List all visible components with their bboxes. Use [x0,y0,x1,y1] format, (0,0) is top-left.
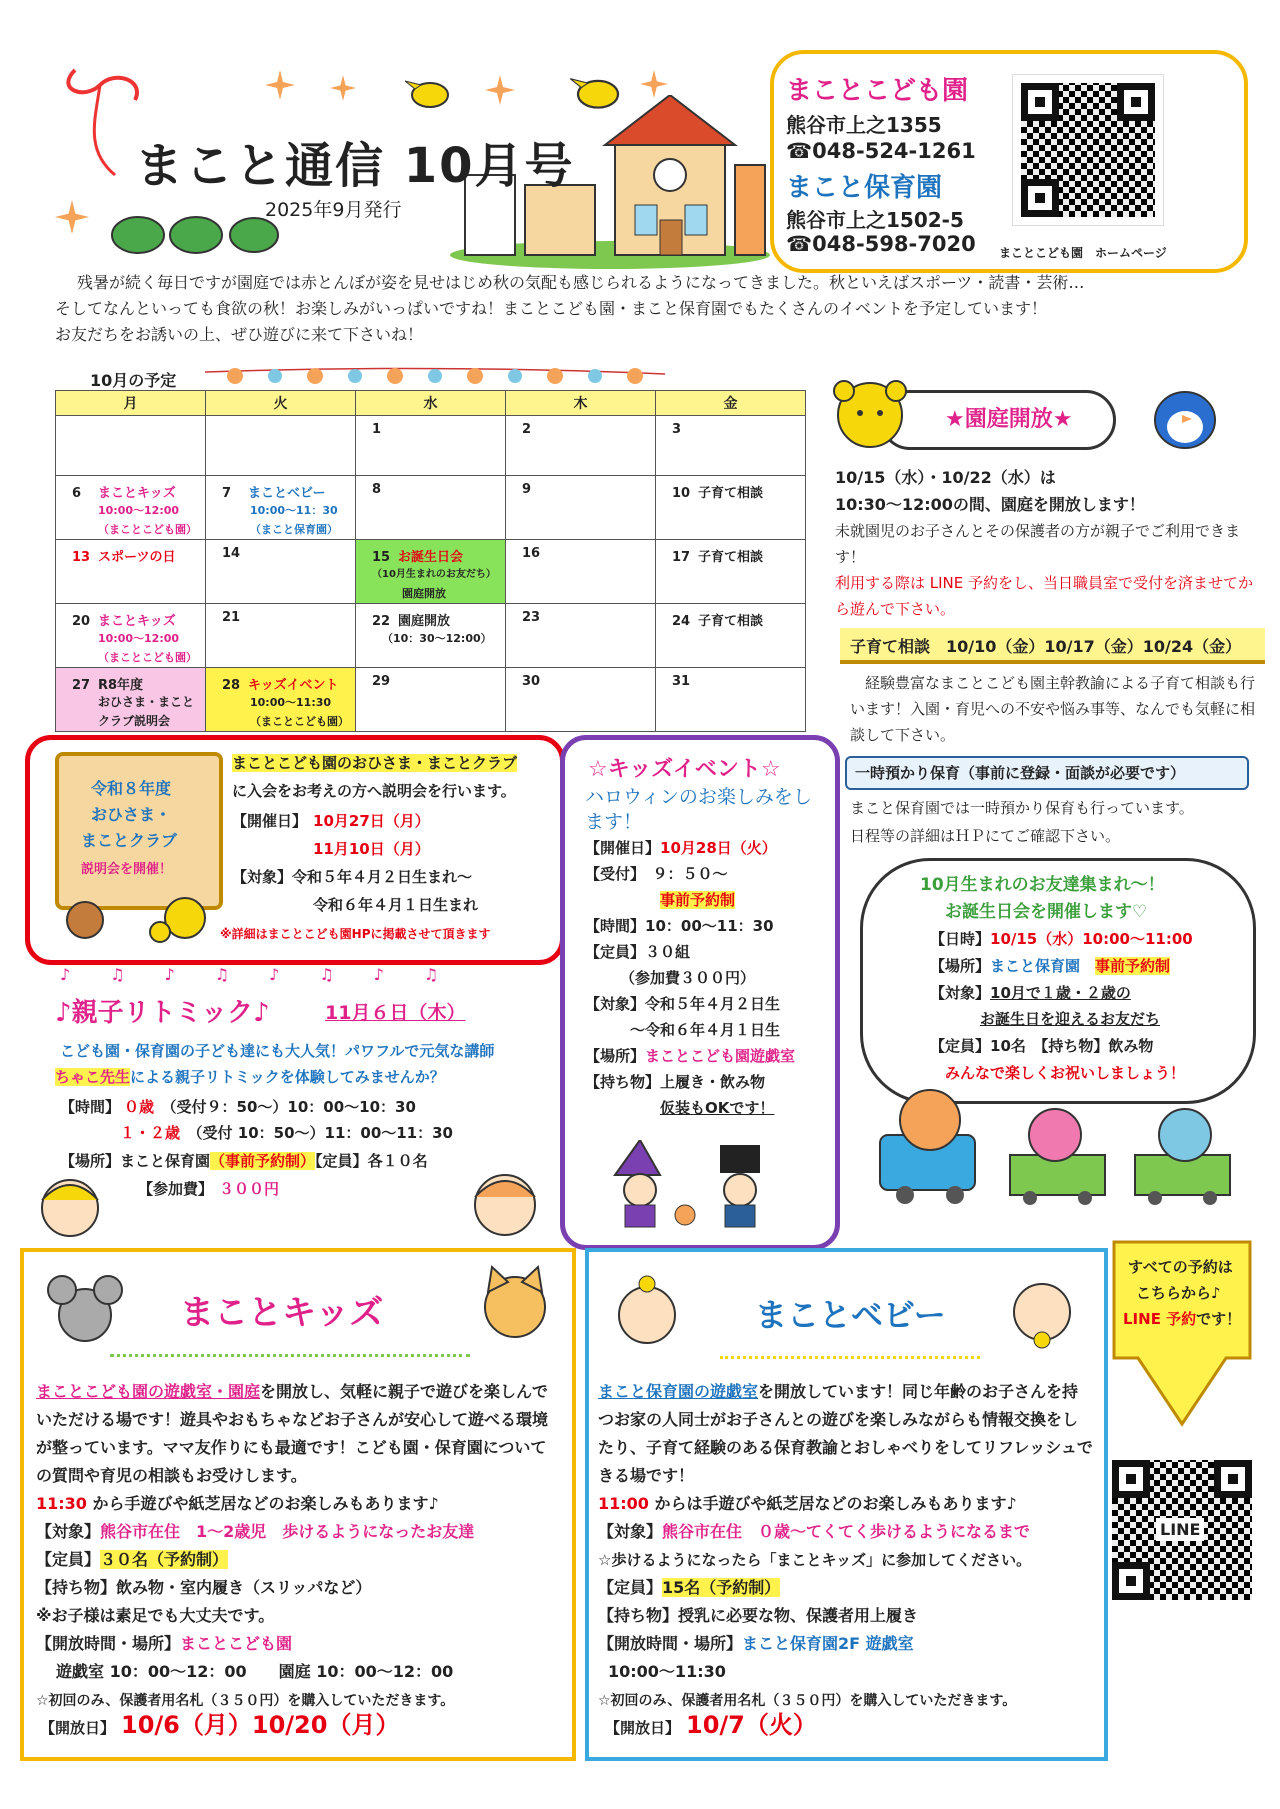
kids-event-title: ☆キッズイベント☆ [588,757,781,782]
value: まことこども園遊戯室 [645,1047,796,1065]
line-text-1: すべての予約は [1128,1258,1233,1276]
cat-icon [470,1262,560,1352]
event-kids: まことキッズ [98,614,176,629]
detail-reservation [585,887,825,913]
club-title-2: に入会をお考えの方へ説明会を行います。 [232,782,516,800]
calendar-cell [356,604,506,668]
kids-bring: 飲み物・室内履き（スリッパなど） [116,1578,372,1597]
event-club: R8年度 [98,678,144,693]
date-number: 23 [522,610,541,625]
calendar-cell [656,416,806,476]
date-number: 22 [372,614,391,629]
kid-face-icon [20,1170,120,1240]
date-number: 2 [522,422,532,437]
line-reservation-callout [1108,1238,1256,1428]
date-number: 1 [372,422,382,437]
calendar-cell [506,416,656,476]
label: 【開放時間・場所】 [36,1634,181,1653]
school-name-hoikuen: まこと保育園 [786,173,943,203]
line-qr-code[interactable] [1112,1460,1252,1600]
bear-balloon-icon [830,375,910,455]
detail-capacity [585,939,825,965]
label: 【持ち物】 [1040,1037,1109,1055]
phone-kodomoen: ☎048-524-1261 [786,139,976,163]
temp-care-text: まこと保育園では一時預かり保育も行っています。 [850,799,1194,817]
calendar-cell [56,416,206,476]
rhythmic-desc-2 [55,1066,445,1087]
value: 10月27日（月） [313,812,430,830]
line-highlight: LINE 予約 [1123,1310,1197,1328]
value: ３００円 [219,1180,280,1198]
value: （受付 10：50〜）11：00〜11：30 [195,1124,453,1142]
calendar-cell [506,476,656,540]
address-kodomoen: 熊谷市上之1355 [786,113,942,137]
date-number: 31 [672,674,691,689]
detail-bring [585,1069,825,1095]
value: 事前予約制 [660,891,736,909]
club-title-1: まことこども園のおひさま・まことクラブ [232,754,518,772]
club-sign [55,752,223,910]
value: ９：５０〜 [652,865,728,883]
garden-dates: 10/15（水）・10/22（水）は [835,468,1056,487]
kids-open-day [40,1705,399,1740]
label: 【対象】 [930,984,991,1002]
birthday-title: 10月生まれのお友達集まれ〜！ [920,875,1165,895]
value: 10：00〜11：30 [645,917,774,935]
address-hoikuen: 熊谷市上之1502-5 [786,208,964,232]
label: 【定員】 [598,1578,663,1597]
date-number: 17 [672,550,691,565]
calendar-cell [656,668,806,732]
calendar-cell [206,476,356,540]
kids-capacity: ３０名（予約制） [100,1550,229,1569]
calendar-cell [506,668,656,732]
sparkle-icon [55,200,89,234]
sign-line: 令和８年度 [91,779,172,798]
event-time: 10:00〜11：30 [250,504,338,517]
calendar-cell [506,540,656,604]
detail-date [585,835,825,861]
kids-body [36,1378,556,1715]
label: 【時間】 [585,917,646,935]
label: 【参加費】 [138,1180,214,1198]
kids-event-details [585,835,825,1121]
date-number: 10 [672,486,691,501]
kids-yard-time: 園庭 10：00〜12：00 [278,1662,454,1681]
baby-open: まこと保育園2F 遊戯室 [742,1634,914,1653]
birthday-place [930,955,1170,976]
phone-hoikuen: ☎048-598-7020 [786,232,976,256]
issue-date: 2025年9月発行 [265,199,402,221]
club-note: ※詳細はまことこども園HPに掲載させて頂きます [220,927,491,941]
event-place: （まことこども園） [98,651,197,664]
calendar-cell [56,604,206,668]
value: 飲み物 [1108,1037,1154,1055]
baby-icon [995,1270,1090,1350]
detail-reception [585,861,825,887]
calendar-cell [656,540,806,604]
kids-lead: まことこども園の遊戯室・園庭 [36,1382,261,1401]
date-number: 7 [222,486,232,501]
animals-icon [60,890,210,945]
value: 10月で１歳・２歳の [990,984,1131,1002]
kids-p2: から手遊びや紙芝居などのお楽しみもあります♪ [86,1494,439,1513]
intro-text [55,270,1245,348]
calendar-cell [656,604,806,668]
value: 令和５年４月２日生まれ〜 [292,868,473,886]
halloween-kids-illustration [585,1140,805,1230]
label: 【対象】 [585,995,646,1013]
event-detail: おひさま・まこと [98,695,195,709]
rhythmic-desc-text: による親子リトミックを体験してみませんか？ [130,1068,445,1086]
age: １・２歳 [120,1124,181,1142]
rhythmic-title: ♪親子リトミック♪ [55,998,270,1028]
kids-open: まことこども園 [180,1634,293,1653]
consult-title: 子育て相談 10/10（金）10/17（金）10/24（金） [850,637,1242,656]
teacher-name: ちゃこ先生 [55,1068,131,1086]
temp-care-text: 日程等の詳細はＨＰにてご確認下さい。 [850,827,1121,845]
detail-target [585,991,825,1017]
baby-chick-row [720,1342,980,1359]
label: 【定員】 [585,943,646,961]
birthday-target-2: お誕生日を迎えるお友だち [980,1010,1161,1028]
day-header: 水 [356,391,506,416]
value: 10名 [990,1037,1026,1055]
event-kids-event: キッズイベント [248,678,339,693]
label: 【開放時間・場所】 [598,1634,743,1653]
line-qr-label: LINE [1156,1518,1204,1541]
garden-time: 10:30〜12:00の間、園庭を開放します！ [835,495,1145,514]
club-target [232,866,472,887]
label: 【対象】 [232,868,293,886]
calendar-cell [356,416,506,476]
value: 10/7（火） [686,1711,817,1739]
garden-title: ★園庭開放★ [945,407,1073,432]
date-number: 8 [372,482,382,497]
kids-note: ※お子様は素足でも大丈夫です。 [36,1606,275,1625]
label: 【対象】 [36,1522,101,1541]
event-consult: 子育て相談 [698,614,764,629]
kids-fee-note: ☆初回のみ、保護者用名札（３５０円）を購入していただきます。 [36,1693,455,1709]
sign-line: まことクラブ [81,831,178,850]
intro-line: そしてなんといっても食欲の秋！お楽しみがいっぱいですね！まことこども園・まこと保育園でもたくさんのイベントを予定しています！ [55,299,1048,318]
label: 【場所】 [60,1152,121,1170]
value: 上履き・飲み物 [660,1073,766,1091]
calendar-cell [656,476,806,540]
leaves-icon [110,210,280,260]
page-title: まこと通信 10月号 [135,138,575,194]
event-holiday: スポーツの日 [98,550,176,565]
baby-p2: からは手遊びや紙芝居などのお楽しみもあります♪ [648,1494,1017,1513]
contact-box [770,50,1248,273]
detail-time [585,913,825,939]
birthday-subtitle: お誕生日会を開催します♡ [945,902,1148,922]
value: 各１０名 [367,1152,428,1170]
date-number: 14 [222,546,241,561]
baby-bring: 授乳に必要な物、保護者用上履き [678,1606,919,1625]
baby-body [598,1378,1093,1715]
event-garden: 園庭開放 [402,587,446,600]
baby-icon [600,1270,695,1350]
age: ０歳 [124,1098,155,1116]
calendar-week [56,668,806,732]
line-text-2: こちらから♪ [1136,1284,1221,1302]
event-birthday: お誕生日会 [398,550,464,565]
calendar-cell [356,668,506,732]
calendar-cell [206,540,356,604]
header [0,0,780,270]
baby-note: ☆歩けるようになったら「まことキッズ」に参加してください。 [598,1551,1032,1569]
label: 【持ち物】 [36,1578,117,1597]
calendar-cell [56,476,206,540]
sign-line: おひさま・ [91,805,172,824]
detail-place [585,1043,825,1069]
detail-target-2: 〜令和６年４月１日生 [630,1021,781,1039]
homepage-qr-code[interactable] [1012,74,1164,226]
value: 令和５年４月２日生 [645,995,781,1013]
calendar-cell [206,668,356,732]
date-number: 15 [372,550,391,565]
label: 【時間】 [60,1098,121,1116]
day-header: 木 [506,391,656,416]
line-text-3 [1123,1308,1241,1329]
rhythmic-fee [138,1178,279,1199]
baby-lead: まこと保育園の遊戯室 [598,1382,759,1401]
birthday-capacity [930,1035,1153,1056]
date-number: 9 [522,482,532,497]
value: まこと保育園 [120,1152,211,1170]
birthday-target [930,982,1131,1003]
sparkle-icon [640,70,668,98]
consult-text: 経験豊富なまことこども園主幹教諭による子育て相談も行います！入園・育児への不安や悩み事等、なんでも気軽に相談して下さい。 [850,674,1256,744]
calendar-title: 10月の予定 [90,371,177,390]
baby-target: 熊谷市在住 ０歳〜てくてく歩けるようになるまで [662,1522,1031,1541]
event-consult: 子育て相談 [698,486,764,501]
kids-target: 熊谷市在住 1〜2歳児 歩けるようになったお友達 [100,1522,475,1541]
date-number: 3 [672,422,682,437]
label: 【場所】 [585,1047,646,1065]
label: 【受付】 [585,865,638,883]
note: （事前予約制） [210,1152,316,1170]
event-time: 10:00〜12:00 [98,504,180,517]
calendar-header-row [56,391,806,416]
value: 10/15（水）10:00〜11:00 [990,930,1193,948]
temp-care-title: 一時預かり保育（事前に登録・面談が必要です） [855,764,1186,782]
label: 【対象】 [598,1522,663,1541]
kids-title: まことキッズ [180,1293,384,1333]
label: 【場所】 [930,957,991,975]
date-number: 6 [72,486,82,501]
date-number: 16 [522,546,541,561]
label: 【日時】 [930,930,991,948]
date-number: 24 [672,614,691,629]
event-detail: クラブ説明会 [98,714,171,728]
day-header: 火 [206,391,356,416]
label: 【開放日】 [605,1719,681,1737]
baby-open-time: 10:00〜11:30 [608,1662,726,1681]
intro-line: 残暑が続く毎日ですが園庭では赤とんぼが姿を見せはじめ秋の気配も感じられるようになってきました。秋といえばスポーツ・読書・芸術… [77,273,1085,292]
calendar-cell [356,540,506,604]
day-header: 月 [56,391,206,416]
label: 【持ち物】 [585,1073,661,1091]
event-time: 10:00〜12:00 [98,632,180,645]
detail-fee: （参加費３００円） [620,969,756,987]
calendar-week [56,604,806,668]
event-place: （まことこども園） [250,715,349,728]
label: 【開催日】 [232,812,308,830]
label: 【持ち物】 [598,1606,679,1625]
event-baby: まことベビー [248,486,326,501]
label: 【定員】 [930,1037,991,1055]
club-title [232,752,517,773]
rhythmic-date: 11月６日（木） [325,1002,466,1024]
kids-room-time: 遊戯室 10：00〜12：00 [56,1662,247,1681]
calendar-week [56,540,806,604]
date-number: 13 [72,550,91,565]
club-target-2: 令和６年４月１日生まれ [313,896,479,914]
birthday-train-illustration [860,1080,1250,1210]
school-name-kodomoen: まことこども園 [786,76,969,106]
kids-time: 11:30 [36,1494,87,1513]
rhythmic-notes-decoration: ♪♫♪♫♪♫♪♫ [60,965,479,984]
detail-costume: 仮装もOKです！ [660,1099,775,1117]
event-garden: 園庭開放 [398,614,451,629]
rhythmic-time-0 [60,1096,416,1117]
club-date-2: 11月10日（月） [313,840,430,858]
birthday-closing: みんなで楽しくお祝いしましょう！ [945,1064,1186,1082]
label: 【定員】 [36,1550,101,1569]
kids-flower-row [110,1340,470,1357]
garden-target: 未就園児のお子さんとその保護者の方が親子でご利用できます！ [835,522,1241,566]
note: 事前予約制 [1095,957,1171,975]
line-suffix: です！ [1196,1310,1242,1328]
event-time: （10：30〜12:00） [382,632,492,645]
event-consult: 子育て相談 [698,550,764,565]
value: まこと保育園 [990,957,1081,975]
sparkle-icon [265,70,295,100]
animal-parade-decoration [205,360,665,390]
label: 【開放日】 [40,1719,116,1737]
calendar-cell [356,476,506,540]
day-header: 金 [656,391,806,416]
baby-title: まことベビー [755,1296,946,1334]
qr-caption: まことこども園 ホームページ [999,246,1167,260]
baby-time: 11:00 [598,1494,649,1513]
date-number: 21 [222,610,241,625]
label: 【定員】 [315,1152,368,1170]
baby-p1: を開放しています！同じ年齢のお子さんを持つお家の人同士がお子さんとの遊びを楽しみながらも情報交換をしたり、子育て経験のある保育教諭とおしゃべりをしてリフレッシュできる場です！ [598,1382,1093,1485]
kids-p1: を開放し、気軽に親子で遊びを楽しんでいただける場です！遊具やおもちゃなどお子さんが安心して遊べる環境が整っています。ママ友作りにも最適です！こども園・保育園についての質問や育児の相談もお受けします。 [36,1382,549,1485]
rhythmic-time-12 [120,1122,453,1143]
event-place: （まこと保育園） [250,523,338,536]
sign-line: 説明会を開催！ [81,862,173,877]
event-detail: （10月生まれのお友だち） [372,569,496,580]
baby-fee-note: ☆初回のみ、保護者用名札（３５０円）を購入していただきます。 [598,1693,1017,1709]
kid-face-icon [455,1165,555,1240]
date-number: 30 [522,674,541,689]
club-date [232,810,430,831]
event-kids: まことキッズ [98,486,176,501]
kids-event-sub: ハロウィンのお楽しみをします！ [585,786,812,833]
event-place: （まことこども園） [98,523,197,536]
date-number: 20 [72,614,91,629]
baby-open-day [605,1705,817,1740]
calendar-cell [206,416,356,476]
value: 10/6（月）10/20（月） [121,1711,400,1739]
birthday-date [930,928,1193,949]
date-number: 27 [72,678,91,693]
rhythmic-place [60,1150,428,1171]
date-number: 28 [222,678,241,693]
calendar-cell [206,604,356,668]
garden-note: 利用する際は LINE 予約をし、当日職員室で受付を済ませてから遊んで下さい。 [835,574,1254,618]
event-time: 10:00〜11:30 [250,696,332,709]
calendar-week [56,476,806,540]
date-number: 29 [372,674,391,689]
baby-capacity: 15名（予約制） [662,1578,781,1597]
calendar-cell [56,540,206,604]
calendar-cell [506,604,656,668]
value: 10月28日（火） [660,839,777,857]
calendar-week [56,416,806,476]
bird-mascot-icon [1140,375,1230,455]
rhythmic-desc-1: こども園・保育園の子ども達にも大人気！パワフルで元気な講師 [60,1042,495,1060]
intro-line: お友だちをお誘いの上、ぜひ遊びに来て下さいね！ [55,325,424,344]
calendar-table [55,390,806,732]
value: （受付９：50〜）10：00〜10：30 [169,1098,416,1116]
sparkle-icon [330,75,356,101]
mouse-icon [40,1270,130,1350]
value: ３０組 [645,943,691,961]
calendar-cell [56,668,206,732]
label: 【開催日】 [585,839,661,857]
